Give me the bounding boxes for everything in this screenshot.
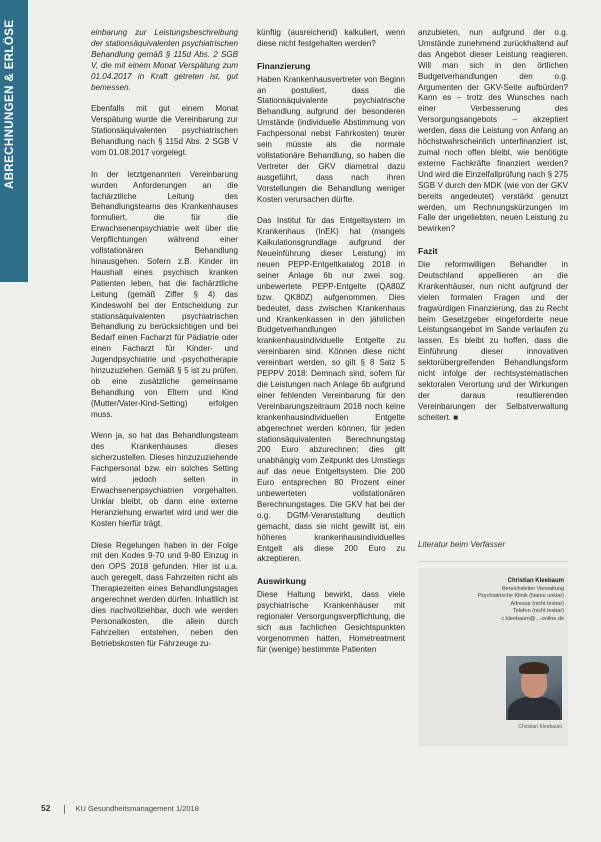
paragraph: Wenn ja, so hat das Behandlungsteam des Krankenhauses dieses sicherzustellen. Dieses hinzuzuziehende Fachpersonal bzw. ein solches Setting wird jedoch selten in Erwachsenenpsychiatrien vorgehalten. Unklar bleibt, ob dann eine externe Heranziehung erwartet wird und wer die Kosten hierfür trägt. — [91, 431, 238, 528]
paragraph: Diese Regelungen haben in der Folge mit den Kodes 9-70 und 9-80 Einzug in den OPS 2018 gefunden. Hier ist u.a. auch geregelt, dass Fahrzeiten nicht als Therapiezeiten eines Behandlungstages angerechnet werden dürfen. Inhaltlich ist dies nachvollziehbar, doch wie werden Personalkosten, die allein durch Fahrzeiten entstehen, neben den Betriebskosten für Fahrzeuge zu- — [91, 540, 238, 648]
author-info — [424, 578, 564, 624]
section-heading: Auswirkung — [257, 576, 307, 587]
paragraph: künftig (ausreichend) kalkuliert, wenn diese nicht festgehalten werden? — [257, 28, 405, 48]
paragraph: Haben Krankenhausvertreter von Beginn an postuliert, dass die Stationsäquivalente psychiatrische Behandlung aufgrund der besonderen Umstände (individuelle Abstimmung von Fachpersonal nebst Fahrkosten) teurer sein müsste als die normale vollstationäre Behandlung, so haben die Vertreter der GKV diametral dazu ausgeführt, dass nach ihren Vorstellungen die Behandlung weniger Kosten verursachen dürfte. — [257, 74, 405, 204]
section-side-tab — [0, 0, 28, 282]
page-number: 52 — [41, 803, 51, 813]
paragraph: Ebenfalls mit gut einem Monat Verspätung wurde die Vereinbarung zur Stationsäquivalenten psychiatrischen Behandlung nach § 115d Abs. 2 SGB V vom 01.08.2017 vorgelegt. — [91, 104, 238, 157]
author-box — [418, 568, 568, 746]
paragraph: einbarung zur Leistungsbeschreibung der stationsäquivalenten psychiatrischen Behandlung gemäß § 115d Abs. 2 SGB V, die mit einem Monat Verspätung zum 01.04.2017 in Kraft getreten ist, gut bemessen. — [91, 28, 238, 92]
portrait-shoulders — [508, 696, 560, 720]
literature-note: Literatur beim Verfasser — [418, 540, 506, 549]
paragraph: Die reformwilligen Behandler in Deutschland appellieren an die Krankenhäuser, nun nicht aufgrund der vielen formalen Fragen und der fragwürdigen Finanzierung, das zu Recht beim Gesetzgeber eingeforderte neue Leistungsangebot im Sande verlaufen zu lassen. Es bleibt zu hoffen, dass die Einführung dieser innovativen sektorübergreifenden Behandlungsform nicht infolge der rechtsystematischen sektoralen Verortung und der Wirkungen der daraus resultierenden Vereinbarungen der Selbstverwaltung scheitert. ■ — [418, 260, 568, 422]
paragraph: Diese Haltung bewirkt, dass viele psychiatrische Krankenhäuser mit regionaler Versorgungsverpflichtung, die sich aus fachlichen Gesichtspunkten vorgenommen hatten, Hometreatment für (wenige) bestimmte Patienten — [257, 590, 405, 654]
journal-name: KU Gesundheitsmanagement 1/2018 — [75, 804, 199, 813]
portrait-caption: Christian Kleebaum — [518, 724, 562, 730]
author-role: Bereichsleiter Verwaltung — [501, 585, 564, 592]
paragraph: In der letztgenannten Vereinbarung wurden Anforderungen an die fachärztliche Leitung des Behandlungsteams des Krankenhauses formuliert, die für die Erwachsenenpsychiatrie weit über die Verpflichtungen während einer vollstationären Behandlung hinausgehen. Sofern z.B. Kinder im Haushalt eines psychisch kranken Patienten leben, hat die fachärztliche Leitung (gemäß Ziffer § 4) das Kindeswohl bei der Entscheidung zur stationsäquivalenten psychiatrischen Behandlung zu berücksichtigen und bei Bedarf einen Facharzt für Pädiatrie oder einen Facharzt für Kinder- und Jugendpsychiatrie und -psychotherapie hinzuzuziehen. Gemäß § 5 ist zu prüfen, ob eine zusätzliche gemeinsame Behandlung von Eltern und Kind (Mutter/Vater-Kind-Setting) erfolgen muss. — [91, 169, 238, 419]
paragraph: anzubieten, nun aufgrund der o.g. Umstände zunehmend zurückhaltend auf das Angebot dieser Leistung reagieren. Will man sich in den örtlichen Budgetverhandlungen den o.g. Argumenten der GKV-Seite aufbürden? Kann es – trotz des Wunsches nach einer Verbesserung des Versorgungsangebots – akzeptiert werden, dass die Leistung von Anfang an höchstwahrscheinlich unterfinanziert ist, zumal noch offen bleibt, wie benötigte externe Fachkräfte finanziert werden? Und wird die Einzelfallprüfung nach § 275 SGB V durch den MDK (wie von der GKV bereits angedeutet) verstärkt genutzt werden, um Rechnungskürzungen im Falle der ungeliebten, neuen Leistung zu bewirken? — [418, 28, 568, 234]
page-footer — [41, 803, 199, 814]
text-column-3 — [418, 28, 568, 424]
portrait-hair — [519, 662, 549, 674]
author-name: Christian Kleebaum — [507, 578, 564, 584]
author-org: Psychiatrische Klinik (Name unklar) — [477, 593, 564, 600]
section-heading: Finanzierung — [257, 60, 311, 71]
author-portrait — [506, 656, 562, 720]
text-column-1 — [91, 28, 238, 650]
author-phone: Telefon (nicht lesbar) — [512, 608, 564, 615]
section-heading: Fazit — [418, 246, 438, 257]
author-address: Adresse (nicht lesbar) — [510, 600, 564, 607]
text-column-2 — [257, 28, 405, 656]
footer-separator — [64, 805, 65, 814]
author-email: c.kleebaum@...-online.de — [501, 615, 564, 622]
paragraph: Das Institut für das Entgeltsystem im Krankenhaus (InEK) hat (mangels Kalkulationsgrundlage aufgrund der Neueinführung dieser Leistung) im neuen PEPP-Entgeltkatalog 2018 in seiner Anlage 6b nur zwei sog. unbewertete PEPP-Entgelte (QA80Z bzw. QK80Z) aufgenommen. Dies bedeutet, dass zwischen Krankenhaus und Krankenkassen in den jährlichen Budgetverhandlungen krankenhausindividuelle Entgelte zu vereinbaren sind. Können diese nicht vereinbart werden, so gilt § 8 Satz 5 PEPPV 2018: Demnach sind, sofern für die Leistungen nach Anlage 6b aufgrund einer fehlenden Vereinbarung für den Vereinbarungszeitraum 2018 noch keine krankenhausindividuellen Entgelte abgerechnet werden können, für jeden stationsäquivalenten Berechnungstag 200 Euro abzurechnen; dies gilt unabhängig vom Zeitpunkt des Umstiegs auf das neue Entgeltsystem. Die 200 Euro entsprechen 80 Prozent einer unbewerteten vollstationären Berechnungstages. Die GKV hat bei der o.g. DGfM-Veranstaltung deutlich gemacht, dass sie nicht gewillt ist, ein höheres krankenhausindividuelles Entgelt als diese 200 Euro zu akzeptieren. — [257, 216, 405, 564]
divider — [418, 561, 568, 562]
section-label: ABRECHNUNGEN & ERLÖSE — [4, 20, 16, 190]
